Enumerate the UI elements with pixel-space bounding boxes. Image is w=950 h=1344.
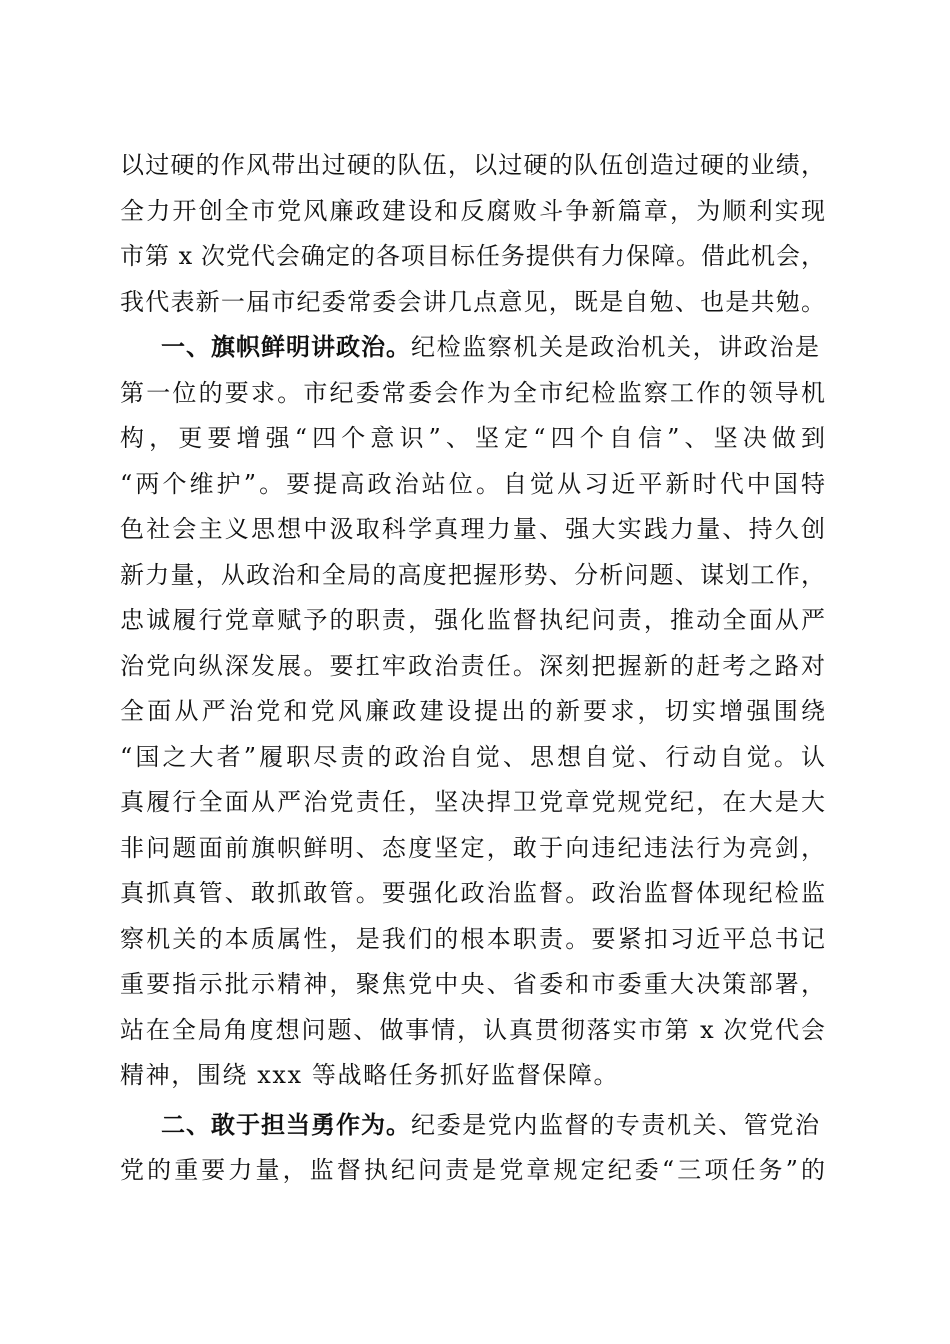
- paragraph-line: 色社会主义思想中汲取科学真理力量、强大实践力量、持久创: [120, 515, 825, 543]
- paragraph-line: 非问题面前旗帜鲜明、态度坚定，敢于向违纪违法行为亮剑，: [120, 833, 825, 862]
- paragraph-line: 治党向纵深发展。要扛牢政治责任。深刻把握新的赶考之路对: [120, 651, 825, 680]
- paragraph-line: 重要指示批示精神，聚焦党中央、省委和市委重大决策部署，: [120, 970, 825, 998]
- paragraph-line: 我代表新一届市纪委常委会讲几点意见，既是自勉、也是共勉。: [120, 287, 825, 316]
- paragraph-line: 察机关的本质属性，是我们的根本职责。要紧扣习近平总书记: [120, 924, 825, 953]
- paragraph-last-line: 精神，围绕 xxx 等战略任务抓好监督保障。: [120, 1061, 620, 1089]
- section-2-first-line: [120, 1103, 825, 1149]
- paragraph-line: 以过硬的作风带出过硬的队伍，以过硬的队伍创造过硬的业绩，: [120, 151, 825, 179]
- paragraph-line: “两个维护”。要提高政治站位。自觉从习近平新时代中国特: [120, 469, 825, 498]
- section-2-first-line-text: 纪委是党内监督的专责机关、管党治: [411, 1110, 821, 1139]
- paragraph-line: 忠诚履行党章赋予的职责，强化监督执纪问责，推动全面从严: [120, 606, 825, 634]
- section-1-first-line: [120, 325, 825, 371]
- paragraph-line: 新力量，从政治和全局的高度把握形势、分析问题、谋划工作，: [120, 560, 825, 589]
- paragraph-line: 站在全局角度想问题、做事情，认真贯彻落实市第 x 次党代会: [120, 1015, 825, 1044]
- section-2-heading: 二、敢于担当勇作为。: [161, 1110, 411, 1139]
- paragraph-line: 市第 x 次党代会确定的各项目标任务提供有力保障。借此机会，: [120, 242, 825, 270]
- section-1-first-line-text: 纪检监察机关是政治机关，讲政治是: [411, 333, 821, 361]
- paragraph-line: 构，更要增强“四个意识”、坚定“四个自信”、坚决做到: [120, 424, 825, 452]
- paragraph-line: 第一位的要求。市纪委常委会作为全市纪检监察工作的领导机: [120, 378, 825, 407]
- document-body: [120, 143, 825, 1194]
- paragraph-line: 全力开创全市党风廉政建设和反腐败斗争新篇章，为顺利实现: [120, 196, 825, 225]
- paragraph-line: 真履行全面从严治党责任，坚决捍卫党章党规党纪，在大是大: [120, 788, 825, 816]
- paragraph-line: 党的重要力量，监督执纪问责是党章规定纪委“三项任务”的: [120, 1156, 825, 1184]
- paragraph-line: 真抓真管、敢抓敢管。要强化政治监督。政治监督体现纪检监: [120, 879, 825, 907]
- section-1-heading: 一、旗帜鲜明讲政治。: [161, 333, 411, 361]
- paragraph-line: 全面从严治党和党风廉政建设提出的新要求，切实增强围绕: [120, 697, 825, 725]
- paragraph-line: “国之大者”履职尽责的政治自觉、思想自觉、行动自觉。认: [120, 742, 825, 771]
